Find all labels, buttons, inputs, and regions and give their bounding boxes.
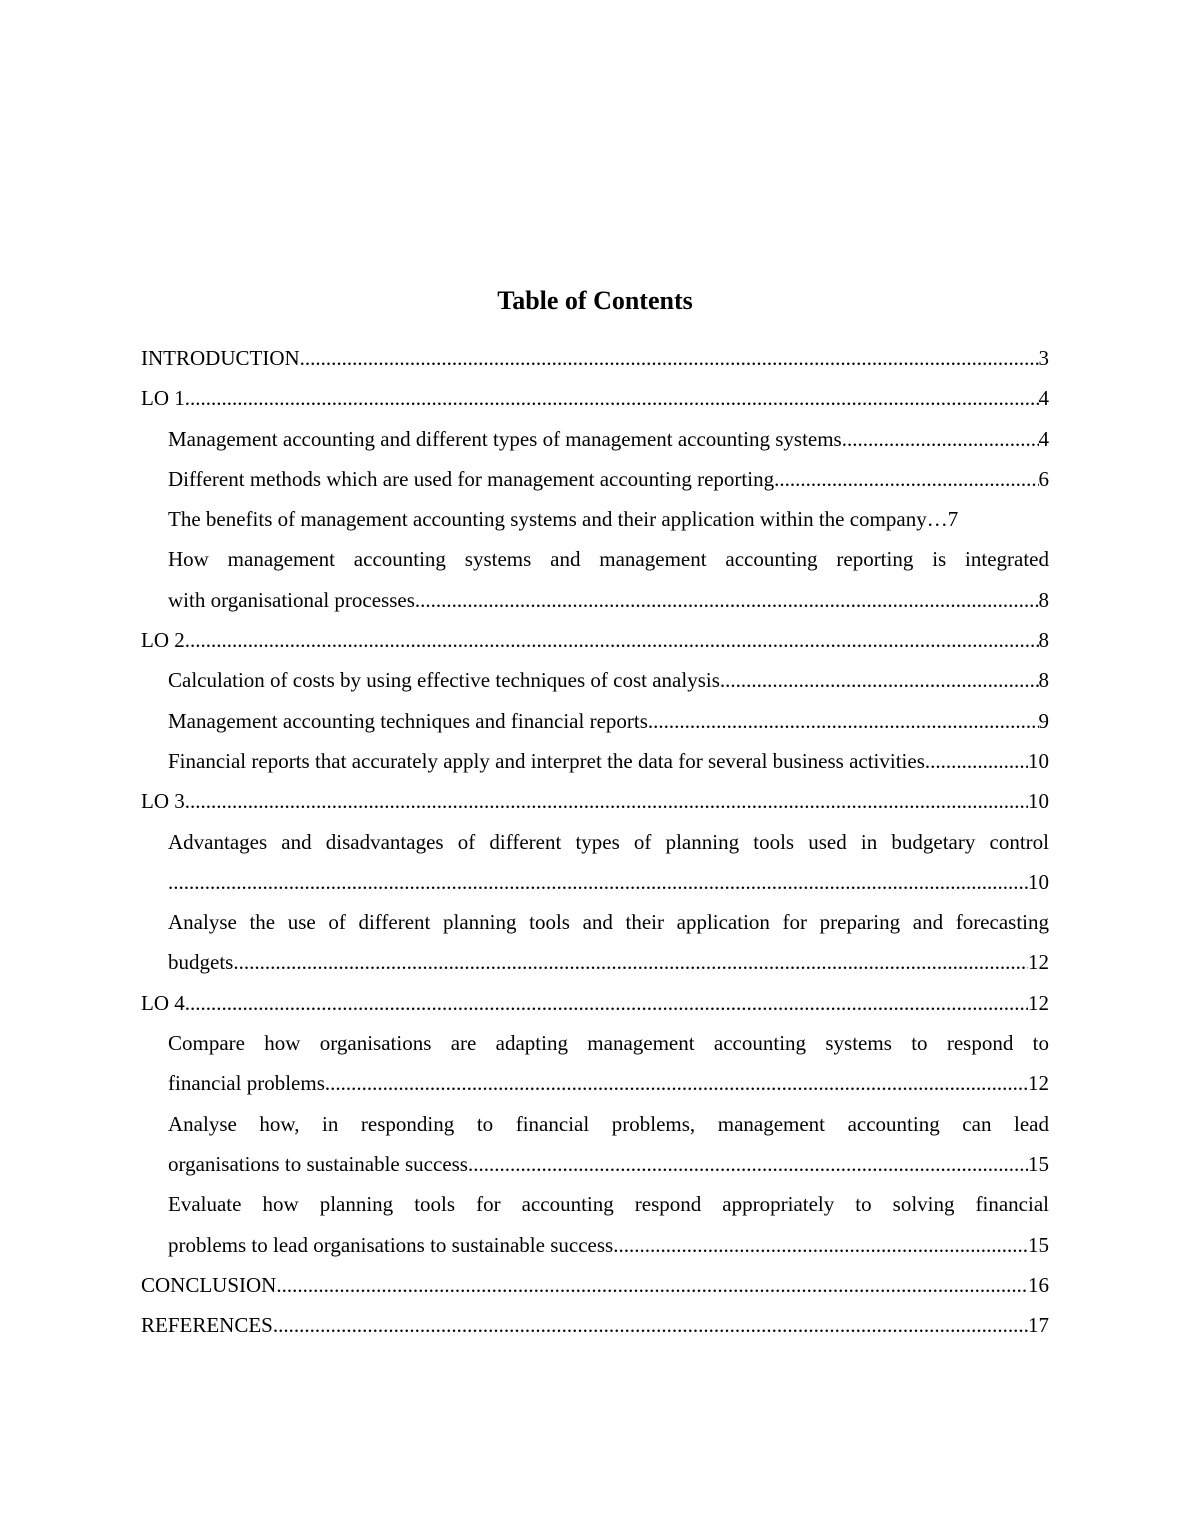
toc-leader-dots: [276, 1265, 1028, 1305]
toc-entry-page: 8: [1038, 668, 1049, 693]
toc-entry-page: 15: [1028, 1151, 1049, 1176]
toc-entry-responding[interactable]: [141, 1144, 1049, 1184]
toc-entry-page: 3: [1038, 346, 1049, 370]
table-of-contents: [141, 338, 1049, 1345]
toc-entry-text: LO 2: [141, 628, 185, 653]
toc-entry-introduction[interactable]: [141, 338, 1049, 378]
toc-leader-dots: [273, 1305, 1028, 1345]
toc-entry-page: 4: [1038, 426, 1049, 451]
toc-entry-text: problems to lead organisations to sustainable success: [168, 1232, 614, 1257]
toc-entry-planning-tools[interactable]: [141, 862, 1049, 902]
toc-entry-forecasting-line1[interactable]: Analyse the use of different planning tools and their application for preparing and forecasting: [168, 910, 1049, 935]
toc-leader-dots: [613, 1225, 1028, 1265]
toc-entry-text: organisations to sustainable success: [168, 1151, 468, 1176]
toc-entry-text: Financial reports that accurately apply and interpret the data for several business activities: [168, 748, 925, 773]
toc-leader-dots: [300, 338, 1039, 378]
toc-leader-dots: [774, 459, 1038, 499]
toc-entry-text: LO 3: [141, 789, 185, 814]
toc-entry-lo4[interactable]: [141, 983, 1049, 1023]
toc-entry-page: 15: [1028, 1232, 1049, 1257]
toc-entry-page: 8: [1038, 628, 1049, 653]
toc-leader-dots: [925, 741, 1028, 781]
toc-entry-text: INTRODUCTION: [141, 346, 300, 370]
toc-leader-dots: [842, 419, 1039, 459]
toc-entry-page: 4: [1038, 386, 1049, 411]
toc-leader-ellipsis: …: [926, 507, 948, 532]
toc-entry-page: 12: [1028, 990, 1049, 1015]
toc-entry-responding-line1[interactable]: Analyse how, in responding to financial problems, management accounting can lead: [168, 1111, 1049, 1136]
toc-entry-cost-calculation[interactable]: [141, 660, 1049, 700]
toc-entry-benefits[interactable]: [141, 499, 1049, 539]
toc-entry-evaluate[interactable]: [141, 1225, 1049, 1265]
toc-entry-page: 12: [1028, 950, 1049, 975]
toc-entry-page: 7: [947, 507, 959, 532]
toc-leader-dots: [168, 862, 1028, 902]
toc-leader-dots: [415, 580, 1039, 620]
toc-entry-adapting-line1[interactable]: Compare how organisations are adapting management accounting systems to respond to: [168, 1031, 1049, 1056]
toc-entry-page: 8: [1038, 587, 1049, 612]
toc-entry-references[interactable]: [141, 1305, 1049, 1345]
toc-entry-text: with organisational processes: [168, 587, 415, 612]
toc-entry-text: LO 4: [141, 990, 185, 1015]
toc-leader-dots: [185, 983, 1028, 1023]
toc-entry-lo1[interactable]: [141, 378, 1049, 418]
toc-entry-text: Different methods which are used for management accounting reporting: [168, 466, 775, 491]
toc-entry-text: REFERENCES: [141, 1313, 273, 1338]
toc-entry-page: 6: [1038, 466, 1049, 491]
toc-leader-dots: [185, 781, 1028, 821]
toc-entry-text: financial problems: [168, 1071, 325, 1096]
toc-leader-dots: [185, 378, 1039, 418]
toc-entry-management-accounting-types[interactable]: [141, 419, 1049, 459]
toc-entry-text: Management accounting and different types of management accounting systems: [168, 426, 842, 451]
toc-entry-forecasting[interactable]: [141, 942, 1049, 982]
toc-entry-text: The benefits of management accounting systems and their application within the company: [168, 507, 927, 532]
toc-entry-planning-tools-line1[interactable]: Advantages and disadvantages of different types of planning tools used in budgetary control: [168, 829, 1049, 854]
toc-title: Table of Contents: [497, 286, 693, 315]
toc-entry-conclusion[interactable]: [141, 1265, 1049, 1305]
toc-leader-dots: [233, 942, 1028, 982]
toc-entry-text: Calculation of costs by using effective techniques of cost analysis: [168, 668, 720, 693]
toc-leader-dots: [185, 620, 1039, 660]
toc-entry-text: CONCLUSION: [141, 1272, 277, 1297]
toc-entry-text: LO 1: [141, 386, 185, 411]
toc-entry-adapting[interactable]: [141, 1063, 1049, 1103]
toc-leader-dots: [720, 660, 1039, 700]
toc-entry-page: 9: [1038, 708, 1049, 733]
toc-entry-page: 10: [1028, 869, 1049, 894]
toc-entry-financial-reports[interactable]: [141, 741, 1049, 781]
toc-leader-dots: [325, 1063, 1028, 1103]
toc-entry-reporting-methods[interactable]: [141, 459, 1049, 499]
toc-entry-text: budgets: [168, 950, 234, 975]
toc-entry-evaluate-line1[interactable]: Evaluate how planning tools for accounting respond appropriately to solving financial: [168, 1192, 1049, 1217]
toc-entry-techniques-reports[interactable]: [141, 701, 1049, 741]
toc-entry-page: 10: [1028, 748, 1049, 773]
toc-entry-page: 10: [1028, 789, 1049, 814]
toc-leader-dots: [648, 701, 1039, 741]
toc-entry-integration[interactable]: [141, 580, 1049, 620]
toc-entry-integration-line1[interactable]: How management accounting systems and management accounting reporting is integrated: [168, 547, 1049, 572]
toc-entry-page: 16: [1028, 1272, 1049, 1297]
toc-entry-lo3[interactable]: [141, 781, 1049, 821]
toc-entry-lo2[interactable]: [141, 620, 1049, 660]
toc-entry-page: 12: [1028, 1071, 1049, 1096]
toc-leader-dots: [468, 1144, 1028, 1184]
toc-entry-text: Management accounting techniques and financial reports: [168, 708, 648, 733]
toc-entry-page: 17: [1028, 1313, 1049, 1338]
